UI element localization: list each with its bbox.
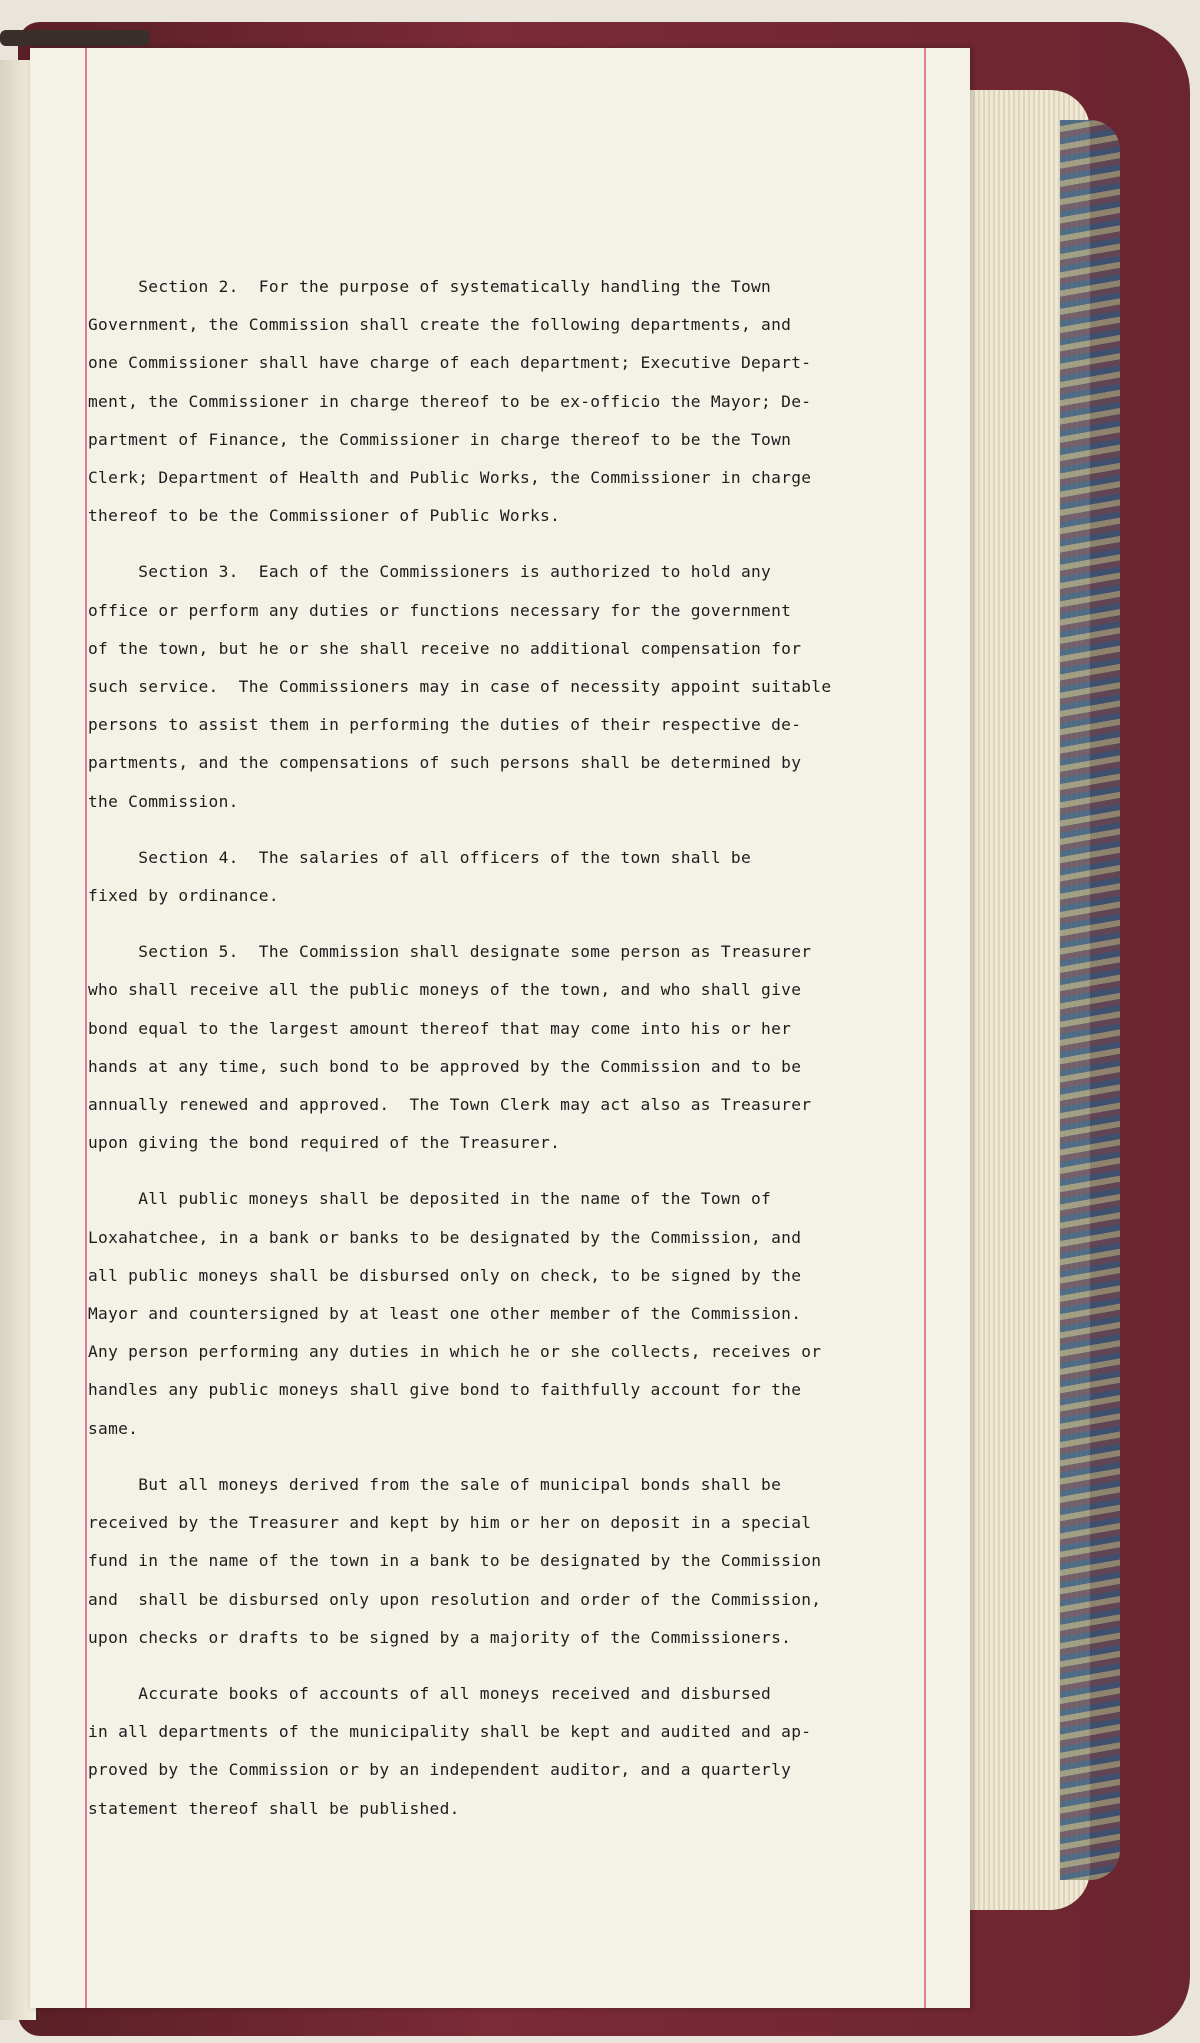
- text-line: statement thereof shall be published.: [88, 1798, 460, 1818]
- paragraph-gap: [88, 1657, 948, 1675]
- text-line: handles any public moneys shall give bond to faithfully account for the: [88, 1380, 802, 1400]
- text-line: hands at any time, such bond to be approved by the Commission and to be: [88, 1056, 802, 1076]
- text-line: Mayor and countersigned by at least one other member of the Commission.: [88, 1304, 802, 1324]
- text-line: Section 3. Each of the Commissioners is authorized to hold any: [88, 562, 772, 582]
- text-line: Government, the Commission shall create the following departments, and: [88, 315, 792, 335]
- text-line: All public moneys shall be deposited in the name of the Town of: [88, 1189, 772, 1209]
- text-line: upon giving the bond required of the Treasurer.: [88, 1133, 561, 1153]
- document-page: [30, 48, 970, 2008]
- text-line: and shall be disbursed only upon resolution and order of the Commission,: [88, 1589, 822, 1609]
- paragraph-gap: [88, 535, 948, 553]
- paragraph-gap: [88, 1448, 948, 1466]
- text-line: all public moneys shall be disbursed only on check, to be signed by the: [88, 1265, 802, 1285]
- text-line: upon checks or drafts to be signed by a majority of the Commissioners.: [88, 1627, 792, 1647]
- text-line: Section 4. The salaries of all officers of the town shall be: [88, 847, 752, 867]
- marbled-edge: [1060, 120, 1120, 1880]
- document-body: [88, 268, 948, 1828]
- text-line: of the town, but he or she shall receive no additional compensation for: [88, 638, 802, 658]
- text-line: such service. The Commissioners may in case of necessity appoint suitable: [88, 677, 832, 697]
- text-line: office or perform any duties or functions necessary for the government: [88, 600, 792, 620]
- text-line: in all departments of the municipality shall be kept and audited and ap-: [88, 1722, 812, 1742]
- text-line: Any person performing any duties in which he or she collects, receives or: [88, 1342, 822, 1362]
- text-line: ment, the Commissioner in charge thereof to be ex-officio the Mayor; De-: [88, 391, 812, 411]
- text-line: Loxahatchee, in a bank or banks to be designated by the Commission, and: [88, 1227, 802, 1247]
- text-line: who shall receive all the public moneys of the town, and who shall give: [88, 980, 802, 1000]
- text-line: the Commission.: [88, 791, 239, 811]
- text-line: one Commissioner shall have charge of each department; Executive Depart-: [88, 353, 812, 373]
- text-line: fund in the name of the town in a bank to be designated by the Commission: [88, 1551, 822, 1571]
- paragraph-gap: [88, 821, 948, 839]
- text-line: bond equal to the largest amount thereof that may come into his or her: [88, 1018, 792, 1038]
- text-line: Accurate books of accounts of all moneys received and disbursed: [88, 1683, 772, 1703]
- text-line: Section 2. For the purpose of systematically handling the Town: [88, 277, 772, 296]
- text-line: fixed by ordinance.: [88, 886, 279, 906]
- text-line: same.: [88, 1418, 139, 1438]
- left-margin-line: [85, 48, 87, 2008]
- text-line: received by the Treasurer and kept by him or her on deposit in a special: [88, 1513, 812, 1533]
- text-line: annually renewed and approved. The Town Clerk may act also as Treasurer: [88, 1095, 812, 1115]
- text-line: Clerk; Department of Health and Public Works, the Commissioner in charge: [88, 468, 812, 488]
- text-line: partment of Finance, the Commissioner in charge thereof to be the Town: [88, 429, 792, 449]
- text-line: proved by the Commission or by an independent auditor, and a quarterly: [88, 1760, 792, 1780]
- text-line: thereof to be the Commissioner of Public Works.: [88, 506, 561, 526]
- text-line: Section 5. The Commission shall designate some person as Treasurer: [88, 942, 812, 962]
- text-line: But all moneys derived from the sale of municipal bonds shall be: [88, 1474, 782, 1494]
- text-line: partments, and the compensations of such persons shall be determined by: [88, 753, 802, 773]
- binder-clasp: [0, 30, 150, 46]
- paragraph-gap: [88, 1162, 948, 1180]
- paragraph-gap: [88, 915, 948, 933]
- text-line: persons to assist them in performing the duties of their respective de-: [88, 715, 802, 735]
